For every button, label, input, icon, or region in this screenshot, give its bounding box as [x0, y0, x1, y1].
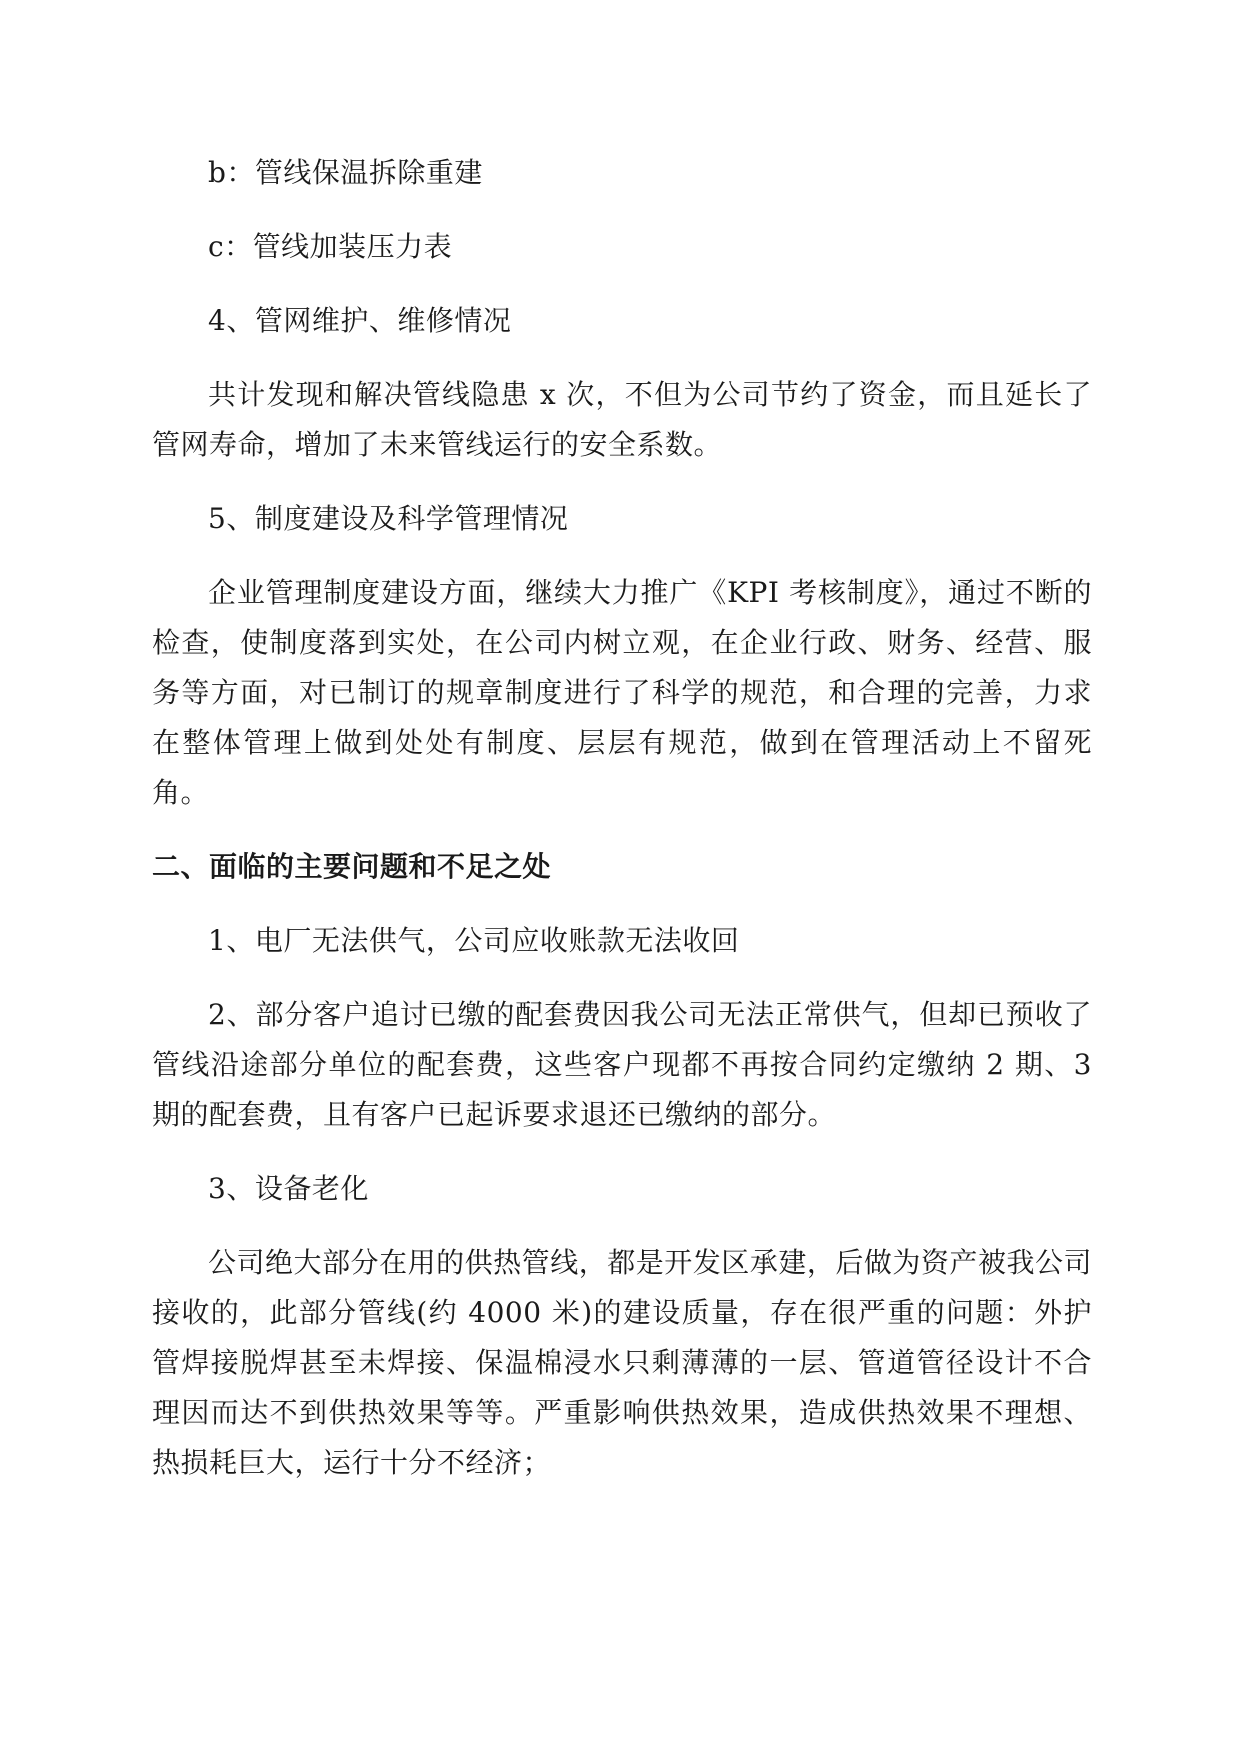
problem-item-3: 3、设备老化 — [208, 1172, 369, 1205]
paragraph-equipment-aging: 公司绝大部分在用的供热管线，都是开发区承建，后做为资产被我公司接收的，此部分管线(约 4000 米)的建设质量，存在很严重的问题：外护管焊接脱焊甚至未焊接、保温棉浸水只剩薄薄的一层、管道管径设计不合理因而达不到供热效果等等。严重影响供热效果，造成供热效果不理想、热损耗巨大，运行十分不经济； — [152, 1246, 1092, 1479]
document-body — [152, 148, 1092, 1512]
paragraph-management-system: 企业管理制度建设方面，继续大力推广《KPI 考核制度》，通过不断的检查，使制度落到实处，在公司内树立观，在企业行政、财务、经营、服务等方面，对已制订的规章制度进行了科学的规范，和合理的完善，力求在整体管理上做到处处有制度、层层有规范，做到在管理活动上不留死角。 — [152, 576, 1092, 809]
list-item-c: c：管线加装压力表 — [208, 230, 453, 263]
problem-item-1: 1、电厂无法供气，公司应收账款无法收回 — [208, 924, 740, 957]
section-heading-problems: 二、面临的主要问题和不足之处 — [152, 850, 552, 883]
subheading-system-building: 5、制度建设及科学管理情况 — [208, 502, 569, 535]
list-item-b: b：管线保温拆除重建 — [208, 156, 483, 189]
paragraph-hazards: 共计发现和解决管线隐患 x 次，不但为公司节约了资金，而且延长了管网寿命，增加了未来管线运行的安全系数。 — [152, 378, 1092, 461]
subheading-network-maintenance: 4、管网维护、维修情况 — [208, 304, 512, 337]
problem-item-2: 2、部分客户追讨已缴的配套费因我公司无法正常供气，但却已预收了管线沿途部分单位的配套费，这些客户现都不再按合同约定缴纳 2 期、3 期的配套费，且有客户已起诉要求退还已缴纳的部分。 — [152, 998, 1092, 1131]
